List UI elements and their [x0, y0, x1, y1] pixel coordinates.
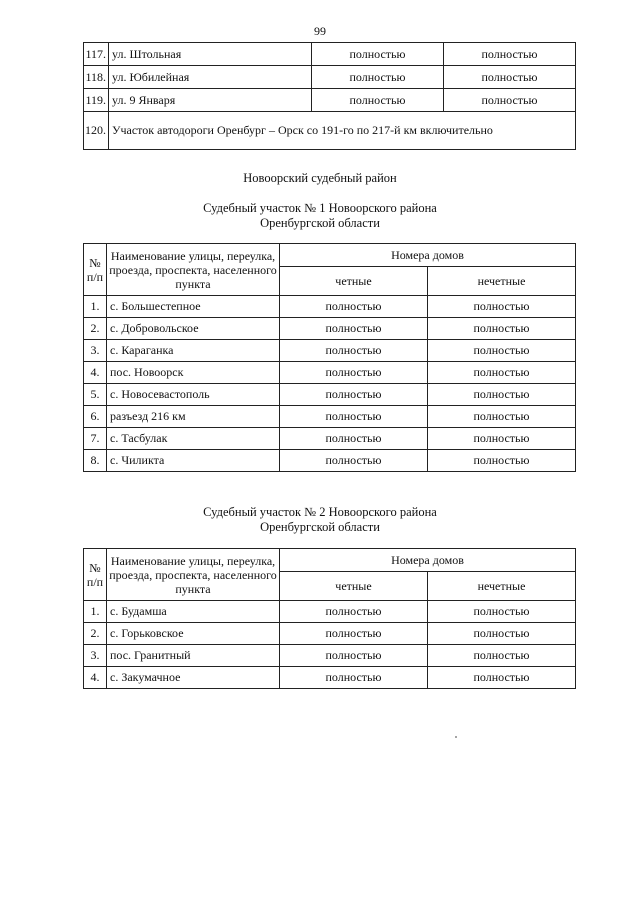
- odd-value: полностью: [428, 601, 576, 623]
- even-value: полностью: [280, 406, 428, 428]
- row-number: 1.: [84, 601, 107, 623]
- table-row: [84, 43, 576, 66]
- even-value: полностью: [312, 66, 444, 89]
- street-name: ул. Штольная: [109, 43, 312, 66]
- even-value: полностью: [280, 450, 428, 472]
- table-row: [84, 428, 576, 450]
- road-section-text: Участок автодороги Оренбург – Орск со 191-го по 217-й км включительно: [109, 112, 576, 150]
- header-house-numbers: Номера домов: [280, 549, 576, 572]
- even-value: полностью: [280, 645, 428, 667]
- row-number: 5.: [84, 384, 107, 406]
- table-row: [84, 601, 576, 623]
- table-row: [84, 406, 576, 428]
- section-title-line2: Оренбургской области: [260, 216, 380, 230]
- odd-value: полностью: [444, 89, 576, 112]
- even-value: полностью: [280, 362, 428, 384]
- header-number: № п/п: [84, 549, 107, 601]
- row-number: 2.: [84, 318, 107, 340]
- table-row: [84, 89, 576, 112]
- table-row: [84, 296, 576, 318]
- even-value: полностью: [280, 318, 428, 340]
- locality-name: разъезд 216 км: [107, 406, 280, 428]
- row-number: 3.: [84, 340, 107, 362]
- even-value: полностью: [312, 43, 444, 66]
- section-title: [0, 201, 640, 231]
- row-number: 4.: [84, 667, 107, 689]
- locality-name: пос. Гранитный: [107, 645, 280, 667]
- section-title-line1: Судебный участок № 1 Новоорского района: [203, 201, 437, 215]
- table-row: [84, 623, 576, 645]
- even-value: полностью: [280, 340, 428, 362]
- table-row: [84, 645, 576, 667]
- odd-value: полностью: [428, 406, 576, 428]
- odd-value: полностью: [428, 296, 576, 318]
- table-row: [84, 450, 576, 472]
- locality-name: с. Новосевастополь: [107, 384, 280, 406]
- odd-value: полностью: [444, 66, 576, 89]
- locality-name: с. Большестепное: [107, 296, 280, 318]
- row-number: 1.: [84, 296, 107, 318]
- table-row: [84, 362, 576, 384]
- odd-value: полностью: [428, 623, 576, 645]
- even-value: полностью: [280, 296, 428, 318]
- section-title-line1: Судебный участок № 2 Новоорского района: [203, 505, 437, 519]
- street-name: ул. Юбилейная: [109, 66, 312, 89]
- even-value: полностью: [280, 428, 428, 450]
- row-number: 8.: [84, 450, 107, 472]
- table-row: [84, 112, 576, 150]
- row-number: 118.: [84, 66, 109, 89]
- table-row: [84, 318, 576, 340]
- odd-value: полностью: [428, 318, 576, 340]
- row-number: 120.: [84, 112, 109, 150]
- header-odd: нечетные: [428, 572, 576, 601]
- row-number: 119.: [84, 89, 109, 112]
- even-value: полностью: [312, 89, 444, 112]
- street-name: ул. 9 Января: [109, 89, 312, 112]
- locality-name: с. Горьковское: [107, 623, 280, 645]
- odd-value: полностью: [428, 428, 576, 450]
- even-value: полностью: [280, 384, 428, 406]
- section-title-line2: Оренбургской области: [260, 520, 380, 534]
- odd-value: полностью: [428, 645, 576, 667]
- top-table: [83, 42, 576, 150]
- odd-value: полностью: [428, 340, 576, 362]
- even-value: полностью: [280, 667, 428, 689]
- locality-name: с. Будамша: [107, 601, 280, 623]
- header-even: четные: [280, 267, 428, 296]
- odd-value: полностью: [428, 667, 576, 689]
- table-row: [84, 667, 576, 689]
- locality-name: с. Караганка: [107, 340, 280, 362]
- row-number: 3.: [84, 645, 107, 667]
- odd-value: полностью: [428, 362, 576, 384]
- odd-value: полностью: [428, 450, 576, 472]
- row-number: 7.: [84, 428, 107, 450]
- scan-speck: [455, 736, 457, 738]
- section-title: [0, 505, 640, 535]
- locality-name: с. Тасбулак: [107, 428, 280, 450]
- table-row: [84, 384, 576, 406]
- district-title: Новоорский судебный район: [243, 171, 397, 185]
- locality-name: пос. Новоорск: [107, 362, 280, 384]
- court-section-2-table: [83, 548, 576, 689]
- header-even: четные: [280, 572, 428, 601]
- page-number: 99: [314, 24, 326, 38]
- header-name: Наименование улицы, переулка, проезда, проспекта, населенного пункта: [107, 549, 280, 601]
- header-odd: нечетные: [428, 267, 576, 296]
- row-number: 4.: [84, 362, 107, 384]
- odd-value: полностью: [428, 384, 576, 406]
- locality-name: с. Добровольское: [107, 318, 280, 340]
- header-name: Наименование улицы, переулка, проезда, проспекта, населенного пункта: [107, 244, 280, 296]
- row-number: 2.: [84, 623, 107, 645]
- locality-name: с. Закумачное: [107, 667, 280, 689]
- header-number: № п/п: [84, 244, 107, 296]
- table-row: [84, 340, 576, 362]
- row-number: 6.: [84, 406, 107, 428]
- table-row: [84, 66, 576, 89]
- even-value: полностью: [280, 623, 428, 645]
- row-number: 117.: [84, 43, 109, 66]
- header-house-numbers: Номера домов: [280, 244, 576, 267]
- even-value: полностью: [280, 601, 428, 623]
- court-section-1-table: [83, 243, 576, 472]
- odd-value: полностью: [444, 43, 576, 66]
- locality-name: с. Чиликта: [107, 450, 280, 472]
